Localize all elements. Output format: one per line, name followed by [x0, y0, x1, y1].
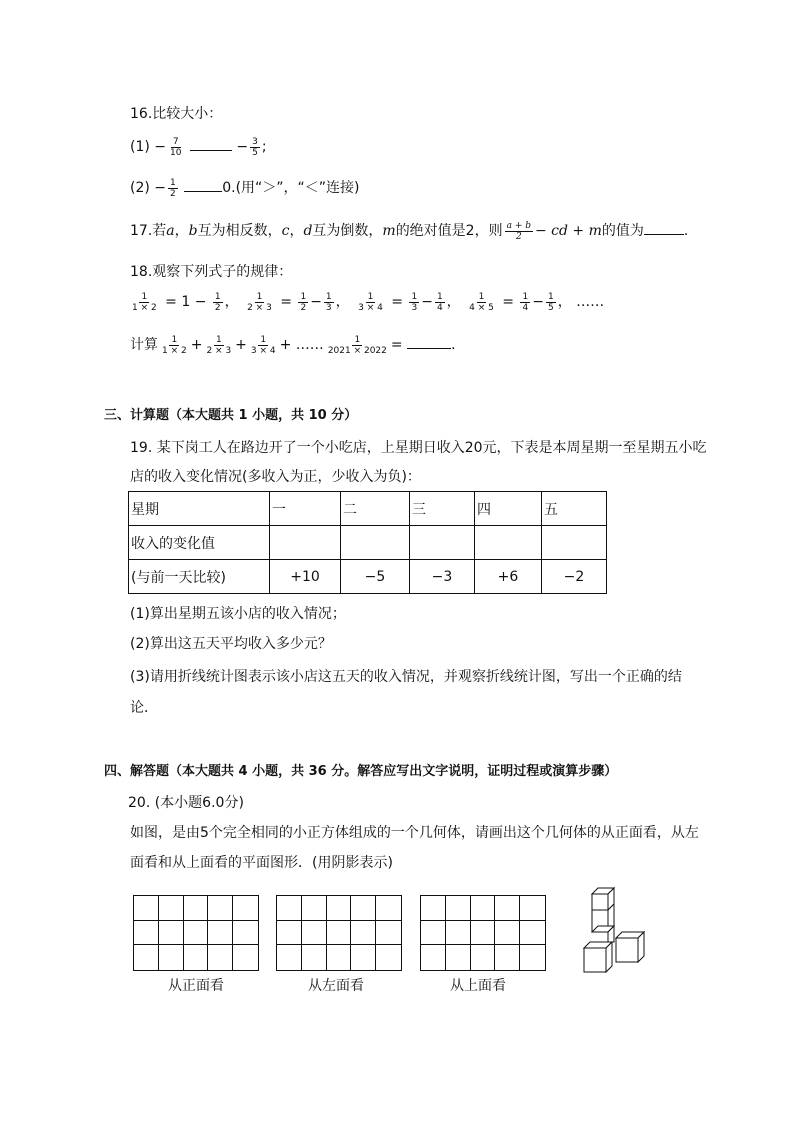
grid-cell[interactable] [421, 921, 446, 946]
q16-part2: (2) − $\frac{1}{2}$ 0.(用“＞”，“＜”连接) [130, 177, 360, 199]
grid-cell[interactable] [495, 921, 520, 946]
top-view-caption: 从上面看 [450, 978, 506, 994]
q18-title: 18.观察下列式子的规律： [130, 264, 293, 280]
grid-cell[interactable] [184, 896, 209, 921]
grid-cell[interactable] [446, 921, 471, 946]
grid-cell[interactable] [159, 945, 184, 970]
grid-cell[interactable] [327, 921, 352, 946]
fraction: $\frac{3}{5}$ [252, 136, 258, 158]
grid-cell[interactable] [302, 921, 327, 946]
grid-cell[interactable] [520, 945, 545, 970]
q19-line2: 店的收入变化情况(多收入为正，少收入为负)： [130, 469, 421, 485]
cube-solid-figure [578, 882, 650, 978]
left-view-caption: 从左面看 [308, 978, 364, 994]
income-table [128, 491, 607, 594]
section-3-heading: 三、计算题（本大题共 1 小题，共 10 分） [104, 408, 358, 423]
grid-cell[interactable] [302, 896, 327, 921]
grid-cell[interactable] [134, 945, 159, 970]
grid-cell[interactable] [421, 945, 446, 970]
grid-cell[interactable] [351, 921, 376, 946]
grid-cell[interactable] [495, 896, 520, 921]
fraction: $\frac{1}{2}$ [170, 177, 176, 199]
grid-cell[interactable] [277, 921, 302, 946]
grid-cell[interactable] [302, 945, 327, 970]
grid-cell[interactable] [159, 896, 184, 921]
grid-cell[interactable] [520, 896, 545, 921]
q19-sub3-line1: (3)请用折线统计图表示该小店这五天的收入情况，并观察折线统计图，写出一个正确的结 [130, 669, 682, 685]
q16-title: 16.比较大小： [130, 106, 223, 122]
grid-cell[interactable] [233, 921, 258, 946]
grid-cell[interactable] [184, 921, 209, 946]
q19-sub3-line2: 论． [130, 700, 158, 716]
table-row: (与前一天比较) +10 −5 −3 +6 −2 [129, 560, 607, 594]
q17-line: 17.若a，b互为相反数，c，d互为倒数，m的绝对值是2，则 $\frac{a + b}{2}$ − cd + m的值为 . [130, 220, 689, 242]
q19-sub1: (1)算出星期五该小店的收入情况； [130, 606, 346, 622]
grid-cell[interactable] [327, 896, 352, 921]
q20-line1: 如图，是由5个完全相同的小正方体组成的一个几何体，请画出这个几何体的从正面看，从左 [130, 825, 699, 841]
grid-cell[interactable] [327, 945, 352, 970]
q16-part1: (1) − $\frac{7}{10}$ − $\frac{3}{5}$ ; [130, 136, 267, 158]
q18-calc: 计算 $\frac{1}{1 \times 2}$ + $\frac{1}{2 \times 3}$ + $\frac{1}{3 \times 4}$ + …… $\frac{1}{2021 \times 2022}$ = . [130, 334, 456, 356]
grid-cell[interactable] [351, 945, 376, 970]
grid-cell[interactable] [277, 945, 302, 970]
fraction: $\frac{a + b}{2}$ [506, 220, 531, 242]
grid-cell[interactable] [446, 945, 471, 970]
top-view-grid[interactable] [420, 895, 546, 971]
grid-cell[interactable] [471, 896, 496, 921]
pattern-term-1: $\frac{1}{1 \times 2}$ = 1 − $\frac{1}{2}$ ， [132, 291, 239, 313]
grid-cell[interactable] [184, 945, 209, 970]
cube [592, 926, 614, 942]
grid-cell[interactable] [471, 921, 496, 946]
front-view-grid[interactable] [133, 895, 259, 971]
q19-sub2: (2)算出这五天平均收入多少元？ [130, 636, 332, 652]
pattern-term-4: $\frac{1}{4 \times 5}$ = $\frac{1}{4}$ − $\frac{1}{5}$ ， [469, 291, 572, 313]
grid-cell[interactable] [351, 896, 376, 921]
grid-cell[interactable] [421, 896, 446, 921]
grid-cell[interactable] [233, 896, 258, 921]
grid-cell[interactable] [376, 921, 401, 946]
fraction: $\frac{7}{10}$ [170, 136, 182, 158]
section-4-heading: 四、解答题（本大题共 4 小题，共 36 分。解答应写出文字说明，证明过程或演算步骤） [104, 764, 618, 779]
answer-blank[interactable] [407, 334, 451, 349]
answer-blank[interactable] [184, 177, 222, 192]
front-view-caption: 从正面看 [168, 978, 224, 994]
grid-cell[interactable] [446, 896, 471, 921]
grid-cell[interactable] [134, 921, 159, 946]
cube [584, 942, 612, 972]
cube [616, 932, 644, 962]
grid-cell[interactable] [495, 945, 520, 970]
grid-cell[interactable] [134, 896, 159, 921]
grid-cell[interactable] [376, 945, 401, 970]
pattern-term-3: $\frac{1}{3 \times 4}$ = $\frac{1}{3}$ − $\frac{1}{4}$ ， [358, 291, 461, 313]
grid-cell[interactable] [471, 945, 496, 970]
pattern-term-2: $\frac{1}{2 \times 3}$ = $\frac{1}{2}$ − $\frac{1}{3}$ ， [247, 291, 350, 313]
q20-header: 20. (本小题6.0分) [128, 795, 244, 811]
grid-cell[interactable] [208, 921, 233, 946]
q20-line2: 面看和从上面看的平面图形．(用阴影表示) [130, 855, 393, 871]
q19-line1: 19. 某下岗工人在路边开了一个小吃店，上星期日收入20元，下表是本周星期一至星期五小吃 [130, 440, 707, 456]
grid-cell[interactable] [208, 896, 233, 921]
grid-cell[interactable] [233, 945, 258, 970]
table-row: 星期 一 二 三 四 五 [129, 492, 607, 526]
grid-cell[interactable] [520, 921, 545, 946]
table-row: 收入的变化值 [129, 526, 607, 560]
left-view-grid[interactable] [276, 895, 402, 971]
grid-cell[interactable] [277, 896, 302, 921]
grid-cell[interactable] [376, 896, 401, 921]
answer-blank[interactable] [190, 136, 232, 151]
answer-blank[interactable] [644, 220, 684, 235]
grid-cell[interactable] [159, 921, 184, 946]
q18-pattern: $\frac{1}{1 \times 2}$ = 1 − $\frac{1}{2}$ ， $\frac{1}{2 \times 3}$ = $\frac{1}{2}$ − $\frac{1}{3}$ ， $\frac{1}{3 \times 4}$ = $\frac{1}{3}$ − $\frac{1}{4}$ ， $\frac{1}{4 \times 5}$ = $\frac{1}{4}$ − $\frac{1}{5}$ ， …… [128, 291, 604, 313]
grid-cell[interactable] [208, 945, 233, 970]
